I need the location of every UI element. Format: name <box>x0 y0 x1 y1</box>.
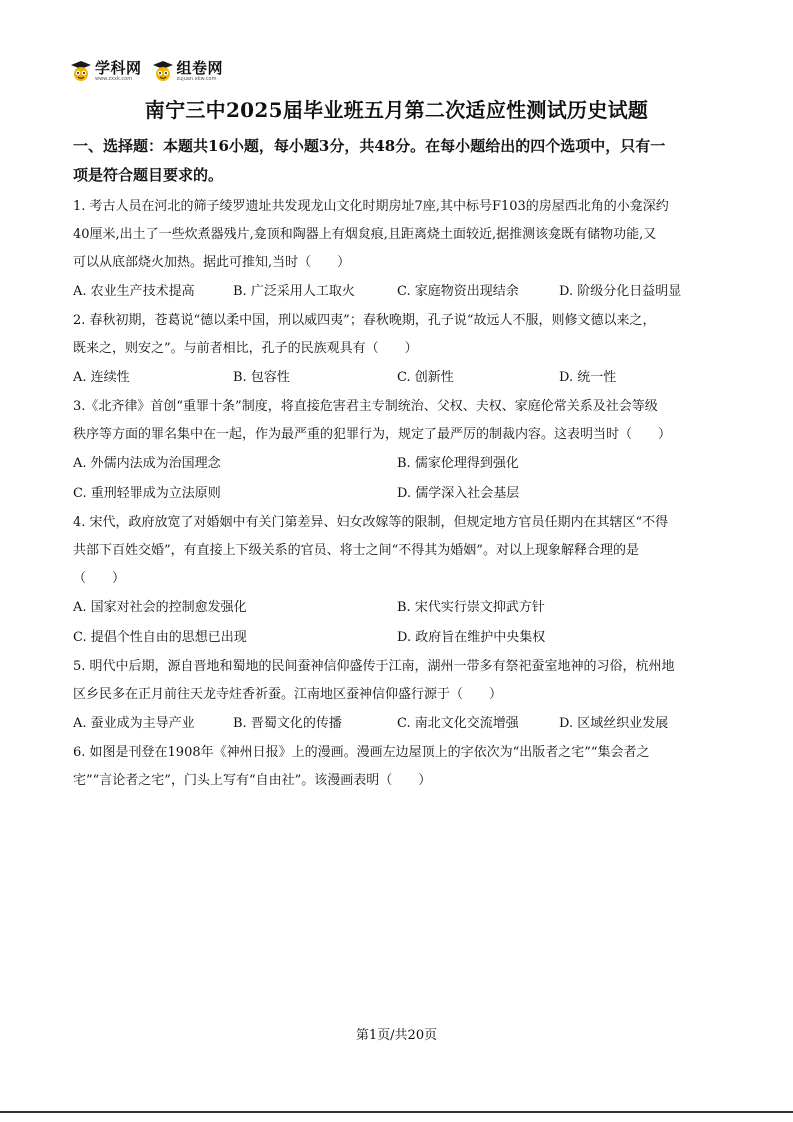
question-6 <box>73 739 723 795</box>
option-c: C. 南北文化交流增强 <box>397 716 519 731</box>
bottom-divider <box>0 1111 793 1113</box>
page-number: 第1页/共20页 <box>355 1028 438 1043</box>
question-line: 1. 考古人员在河北的筛子绫罗遗址共发现龙山文化时期房址7座,其中标号F103的房屋西北角的小龛深约 <box>73 199 669 214</box>
option-a: A. 国家对社会的控制愈发强化 <box>73 600 247 615</box>
option-b: B. 包容性 <box>233 370 290 385</box>
exam-title: 南宁三中2025届毕业班五月第二次适应性测试历史试题 <box>144 98 649 122</box>
xuekewang-logo <box>70 60 142 82</box>
question-line: 40厘米,出土了一些炊煮器残片,龛顶和陶器上有烟炱痕,且距离烧土面较近,据推测该龛既有储物功能,又 <box>73 227 657 242</box>
question-line: 区乡民多在正月前往天龙寺炷香祈蚕。江南地区蚕神信仰盛行源于（ ） <box>73 687 503 702</box>
exam-content <box>73 132 723 795</box>
graduate-owl-icon <box>70 60 92 82</box>
option-d: D. 统一性 <box>559 370 617 385</box>
option-c: C. 重刑轻罪成为立法原则 <box>73 486 221 501</box>
question-2 <box>73 307 723 393</box>
option-c: C. 家庭物资出现结余 <box>397 284 519 299</box>
question-line: 既来之，则安之”。与前者相比，孔子的民族观具有（ ） <box>73 341 418 356</box>
question-line: 5. 明代中后期，源自晋地和蜀地的民间蚕神信仰盛传于江南，湖州一带多有祭祀蚕室地神的习俗，杭州地 <box>73 659 675 674</box>
option-b: B. 宋代实行崇文抑武方针 <box>397 600 545 615</box>
option-b: B. 广泛采用人工取火 <box>233 284 355 299</box>
option-d: D. 阶级分化日益明显 <box>559 284 682 299</box>
question-line: 6. 如图是刊登在1908年《神州日报》上的漫画。漫画左边屋顶上的字依次为“出版者之宅”“集会者之 <box>73 745 650 760</box>
option-d: D. 儒学深入社会基层 <box>397 486 520 501</box>
question-line: 4. 宋代，政府放宽了对婚姻中有关门第差异、妇女改嫁等的限制，但规定地方官员任期内在其辖区“不得 <box>73 515 669 530</box>
option-c: C. 提倡个性自由的思想已出现 <box>73 630 247 645</box>
question-line: （ ） <box>73 571 126 586</box>
section-heading-line: 项是符合题目要求的。 <box>73 166 224 184</box>
xuekewang-logo-url: www.zxxk.com <box>95 75 133 82</box>
question-line: 2. 春秋初期，苍葛说“德以柔中国，刑以威四夷”；春秋晚期，孔子说“故远人不服，则修文德以来之， <box>73 313 656 328</box>
zujuanwang-logo-url: zujuan.xkw.com <box>176 75 217 82</box>
option-a: A. 连续性 <box>73 370 130 385</box>
section-heading-line: 一、选择题：本题共16小题，每小题3分，共48分。在每小题给出的四个选项中，只有一 <box>73 137 666 155</box>
question-line: 共部下百姓交婚”，有直接上下级关系的官员、将士之间“不得其为婚姻”。对以上现象解释合理的是 <box>73 543 639 558</box>
option-b: B. 儒家伦理得到强化 <box>397 456 519 471</box>
option-a: A. 农业生产技术提高 <box>73 284 195 299</box>
zujuanwang-logo <box>152 60 224 82</box>
question-line: 可以从底部烧火加热。据此可推知,当时（ ） <box>73 255 351 270</box>
section-heading <box>73 132 723 190</box>
question-1 <box>73 193 723 307</box>
header-logos <box>70 56 223 86</box>
question-5 <box>73 653 723 739</box>
question-options <box>73 363 723 393</box>
option-b: B. 晋蜀文化的传播 <box>233 716 342 731</box>
graduate-cap-icon <box>152 60 174 82</box>
question-options <box>73 593 723 653</box>
question-options <box>73 709 723 739</box>
xuekewang-logo-text: 学科网 <box>95 58 142 77</box>
question-options <box>73 449 723 509</box>
option-a: A. 外儒内法成为治国理念 <box>73 456 221 471</box>
zujuanwang-logo-text: 组卷网 <box>176 58 224 77</box>
question-3 <box>73 393 723 509</box>
question-4 <box>73 509 723 653</box>
question-line: 3.《北齐律》首创“重罪十条”制度，将直接危害君主专制统治、父权、夫权、家庭伦常关系及社会等级 <box>73 399 658 414</box>
option-c: C. 创新性 <box>397 370 454 385</box>
question-line: 宅”“言论者之宅”，门头上写有“自由社”。该漫画表明（ ） <box>73 773 432 788</box>
option-d: D. 政府旨在维护中央集权 <box>397 630 546 645</box>
option-a: A. 蚕业成为主导产业 <box>73 716 195 731</box>
option-d: D. 区域丝织业发展 <box>559 716 669 731</box>
question-line: 秩序等方面的罪名集中在一起，作为最严重的犯罪行为，规定了最严厉的制裁内容。这表明当时（ ） <box>73 427 672 442</box>
question-options <box>73 277 723 307</box>
